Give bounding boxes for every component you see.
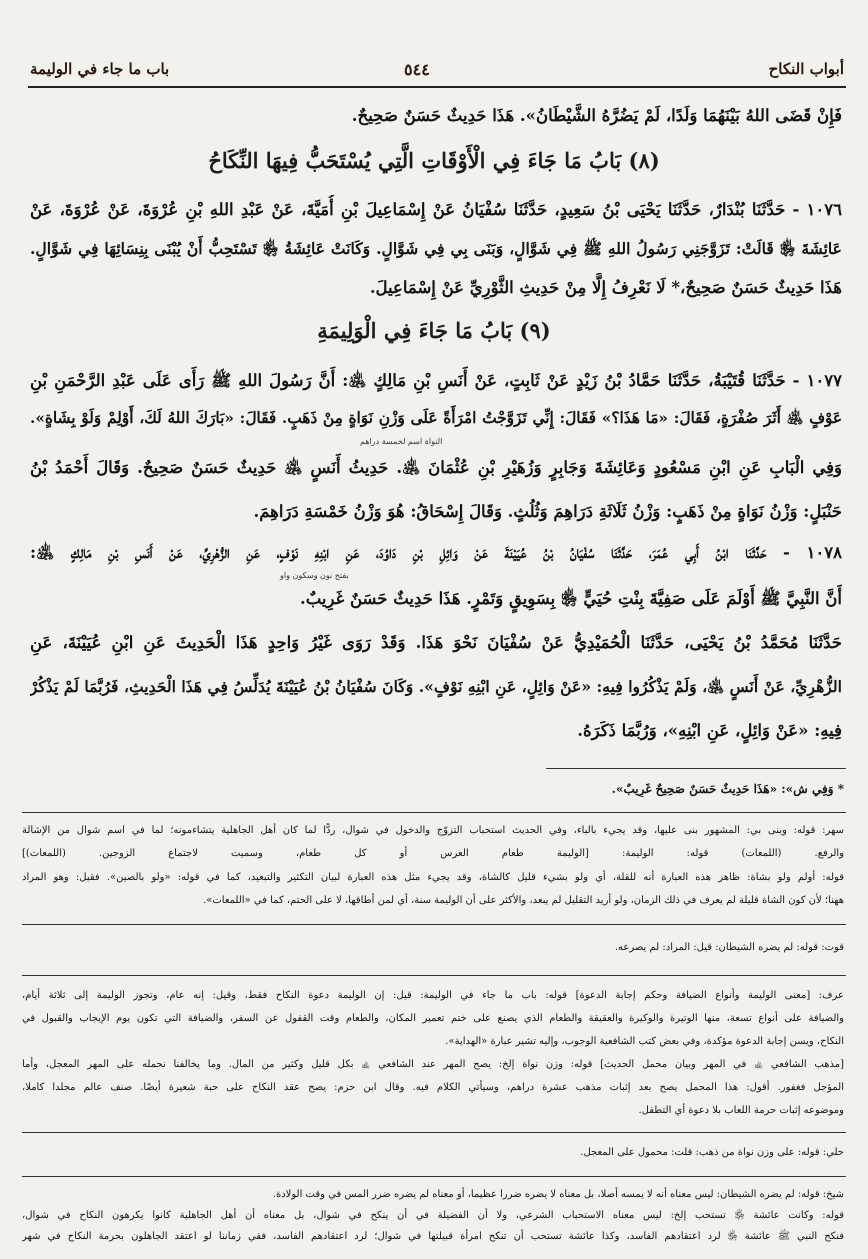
commentary-shaykh-line: شيخ: قوله: لم يضره الشيطان: ليس معناه أنه لا يمسه أصلا، بل معناه لا يضره ضررا عظيما، أو معناه لم يضره ضرر المس في وقت الولادة. bbox=[272, 1189, 844, 1200]
footnote-rule bbox=[22, 975, 846, 976]
commentary-hali: حلي: قوله: على وزن نواة من ذهب: قلت: محمول على المعجل. bbox=[580, 1147, 844, 1158]
marginal-gloss: بفتح نون وسكون واو bbox=[280, 571, 349, 580]
chapter-heading-9: (٩) بَابُ مَا جَاءَ فِي الْوَلِيمَةِ bbox=[317, 318, 551, 343]
hadith-1076-line: ١٠٧٦ - حَدَّثَنَا بُنْدَارٌ، حَدَّثَنَا يَحْيَى بْنُ سَعِيدٍ، حَدَّثَنَا سُفْيَانُ عَنْ إِسْمَاعِيلَ بْنِ أُمَيَّةَ، عَنْ عَبْدِ اللهِ بْنِ عُرْوَةَ، عَنْ عُرْوَةَ، عَنْ bbox=[30, 200, 842, 219]
hadith-1076-line: هَذَا حَدِيثٌ حَسَنٌ صَحِيحٌ،* لَا نَعْرِفُ إِلَّا مِنْ حَدِيثِ الثَّوْرِيِّ عَنْ إِسْمَاعِيلَ. bbox=[369, 278, 842, 297]
footnote-variant: * وَفِي ش»: «هَذَا حَدِيثٌ حَسَنٌ صَحِيحٌ غَرِيبٌ». bbox=[611, 782, 844, 796]
commentary-urf-line: المؤجل فغفور. أقول: هذا المحمل يصح بعد إثبات مذهب عشرة دراهم، وسيأتي الكلام فيه. وقال ابن حزم: يصح عقد النكاح على حبة شعيرة أيضًا. صنف عالم مجلدا كاملا، bbox=[22, 1082, 844, 1093]
commentary-urf-line: وموضوعه إثبات حرمة اللعاب بلا دعوة أي التطفل. bbox=[638, 1105, 844, 1116]
commentary-urf-line: والضيافة على أنواع تسعة، منها الوتيرة والوكيرة والعقيقة والطعام الذي يصنع على ختم تعمير المكان، والطعام وقت القفول عن السفر، والضيافة التي تكون يوم الإيجاب والقبول في bbox=[22, 1013, 844, 1024]
hadith-1076-line: عَائِشَةَ ﵂ قَالَتْ: تَزَوَّجَنِي رَسُولُ اللهِ ﷺ فِي شَوَّالٍ، وَبَنَى بِي فِي شَوَّالٍ. وَكَانَتْ عَائِشَةُ ﵂ تَسْتَحِبُّ أَنْ يُبْنَى بِنِسَائِهَا فِي شَوَّالٍ. bbox=[30, 239, 842, 258]
header-rule bbox=[28, 86, 846, 88]
commentary-urf-line: عرف: [معنى الوليمة وأنواع الضيافة وحكم إجابة الدعوة] قوله: باب ما جاء في الوليمة: قيل: إن الوليمة دعوة النكاح فقط، وقيل: إنه عام، وتجوز الوليمة إلى ثلاثة أيام، bbox=[22, 990, 844, 1001]
footnote-rule bbox=[546, 768, 846, 769]
hadith-1078-line: أَنَّ النَّبِيَّ ﷺ أَوْلَمَ عَلَى صَفِيَّةَ بِنْتِ حُيَيٍّ ﵂ بِسَوِيقٍ وَتَمْرٍ. هَذَا حَدِيثٌ حَسَنٌ غَرِيبٌ. bbox=[299, 589, 842, 608]
footnote-rule bbox=[22, 1176, 846, 1177]
marginal-gloss: النواة اسم لخمسة دراهم bbox=[360, 437, 443, 446]
footnote-rule bbox=[22, 812, 846, 813]
hadith-1078-line: حَدَّثَنَا مُحَمَّدُ بْنُ يَحْيَى، حَدَّثَنَا الْحُمَيْدِيُّ عَنْ سُفْيَانَ نَحْوَ هَذَا. وَقَدْ رَوَى غَيْرُ وَاحِدٍ هَذَا الْحَدِيثَ عَنِ ابْنِ عُيَيْنَةَ، عَنِ bbox=[30, 633, 842, 652]
hadith-1077-line: وَفِي الْبَابِ عَنِ ابْنِ مَسْعُودٍ وَعَائِشَةَ وَجَابِرٍ وَزُهَيْرِ بْنِ عُثْمَانَ ﵁. حَدِيثُ أَنَسٍ ﵁ حَدِيثٌ حَسَنٌ صَحِيحٌ. وَقَالَ أَحْمَدُ بْنُ bbox=[30, 458, 842, 477]
hadith-1077-line: عَوْفٍ ﵁ أَثَرَ صُفْرَةٍ، فَقَالَ: «مَا هَذَا؟» فَقَالَ: إِنِّي تَزَوَّجْتُ امْرَأَةً عَلَى وَزْنِ نَوَاةٍ مِنْ ذَهَبٍ. فَقَالَ: «بَارَكَ اللهُ لَكَ، أَوْلِمْ وَلَوْ بِشَاةٍ». bbox=[30, 409, 842, 427]
commentary-urf-line: [مذهب الشافعي ﵀ في المهر وبيان محمل الحديث] قوله: وزن نواة إلخ: يصح المهر عند الشافعي ﵀ بكل قليل وكثير من المال. وما يخالفنا نحمله على المهر المعجل، وأما bbox=[22, 1059, 844, 1070]
hadith-1078-line: فِيهِ: «عَنْ وَائِلٍ، عَنِ ابْنِهِ»، وَرُبَّمَا ذَكَرَهُ. bbox=[577, 721, 842, 740]
footnote-rule bbox=[22, 1132, 846, 1133]
header-chapter-title: أبواب النكاح bbox=[768, 60, 844, 78]
hadith-1078-line: ١٠٧٨ - حَدَّثَنَا ابْنُ أَبِي عُمَرَ، حَدَّثَنَا سُفْيَانُ بْنُ عُيَيْنَةَ عَنْ وَائِلِ بْنِ دَاوُدَ، عَنِ ابْنِهِ نَوْفٍ، عَنِ الزُّهْرِيِّ، عَنْ أَنَسِ بْنِ مَالِكٍ ﵁: bbox=[30, 543, 842, 562]
commentary-shaykh-line: قوله: وكانت عائشة ﵂ تستحب إلخ: ليس معناه الاستحباب الشرعي، ولا أن الفضيلة في أن ينكح في شوال، بل معناه أن أهل الجاهلية كانوا يكرهون النكاح في شوال، bbox=[22, 1210, 844, 1221]
commentary-sahar-line: ههنا؛ لأن كون الشاة قليلة لم يعرف في ذلك الزمان، ولو أريد التقليل لم يبعد، والأكثر على أن الوليمة سنة، أي لمن أطاقها، لا على الحتم، كما في «اللمعات». bbox=[203, 895, 844, 906]
commentary-sahar-line: سهر: قوله: وبنى بي: المشهور بنى عليها، وقد يجيء بالباء، وفي الحديث استحباب التزوّج والدخول في شوال، ردًّا لما كان أهل الجاهلية يتشاءمونه؛ لما في اسم شوال من الإشالة bbox=[22, 825, 844, 836]
text-line: فَإِنْ قَضَى اللهُ بَيْنَهُمَا وَلَدًا، لَمْ يَضُرَّهُ الشَّيْطَانُ». هَذَا حَدِيثٌ حَسَنٌ صَحِيحٌ. bbox=[351, 106, 842, 125]
commentary-urf-line: النكاح، ويسن إجابة الدعوة مؤكدة، وفي بعض كتب الشافعية الوجوب، وإليه تشير عبارة «الهداية». bbox=[445, 1036, 844, 1047]
commentary-qut: قوت: قوله: لم يضره الشيطان: قيل: المراد: لم يصرعه. bbox=[614, 942, 844, 953]
footnote-rule bbox=[22, 924, 846, 925]
hadith-1077-line: حَنْبَلٍ: وَزْنُ نَوَاةٍ مِنْ ذَهَبٍ: وَزْنُ ثَلَاثَةِ دَرَاهِمَ وَثُلُثٍ. وَقَالَ إِسْحَاقُ: هُوَ وَزْنُ خَمْسَةِ دَرَاهِمَ. bbox=[253, 502, 842, 521]
commentary-sahar-line: والرفع. (اللمعات) قوله: الوليمة: [الوليمة طعام العرس أو كل طعام، وسميت لاجتماع الزوجين. (اللمعات)] bbox=[22, 848, 844, 859]
page-number: ٥٤٤ bbox=[404, 60, 430, 79]
header-section-title: باب ما جاء في الوليمة bbox=[30, 60, 170, 78]
hadith-1077-line: ١٠٧٧ - حَدَّثَنَا قُتَيْبَةُ، حَدَّثَنَا حَمَّادُ بْنُ زَيْدٍ عَنْ ثَابِتٍ، عَنْ أَنَسِ بْنِ مَالِكٍ ﵁: أَنَّ رَسُولَ اللهِ ﷺ رَأَى عَلَى عَبْدِ الرَّحْمَنِ بْنِ bbox=[30, 371, 842, 390]
commentary-shaykh-line: فنكح النبي ﷺ عائشة ﵂ لرد اعتقادهم الفاسد، وكذا عائشة تستحب أن تنكح امرأة قبيلتها في شوال؛ لرد اعتقادهم الفاسد، ففي زماننا لو اعتقد الجاهلون بحرمة النكاح في شهر bbox=[22, 1231, 844, 1242]
hadith-1078-line: الزُّهْرِيِّ، عَنْ أَنَسٍ ﵁، وَلَمْ يَذْكُرُوا فِيهِ: «عَنْ وَائِلٍ، عَنِ ابْنِهِ نَوْفٍ». وَكَانَ سُفْيَانُ بْنُ عُيَيْنَةَ يُدَلِّسُ فِي هَذَا الْحَدِيثِ، فَرُبَّمَا لَمْ يَذْكُرْ bbox=[30, 677, 842, 696]
commentary-sahar-line: قوله: أولم ولو بشاة: ظاهر هذه العبارة أنه للقلة، أي ولو بشيء قليل كالشاة، وقد يجيء مثل هذه العبارة لبيان التكثير والتبعيد، كما في قوله: «ولو بالصين». فقيل: وهو المراد bbox=[22, 872, 844, 883]
chapter-heading-8: (٨) بَابُ مَا جَاءَ فِي الْأَوْقَاتِ الَّتِي يُسْتَحَبُّ فِيهَا النِّكَاحُ bbox=[208, 148, 660, 173]
